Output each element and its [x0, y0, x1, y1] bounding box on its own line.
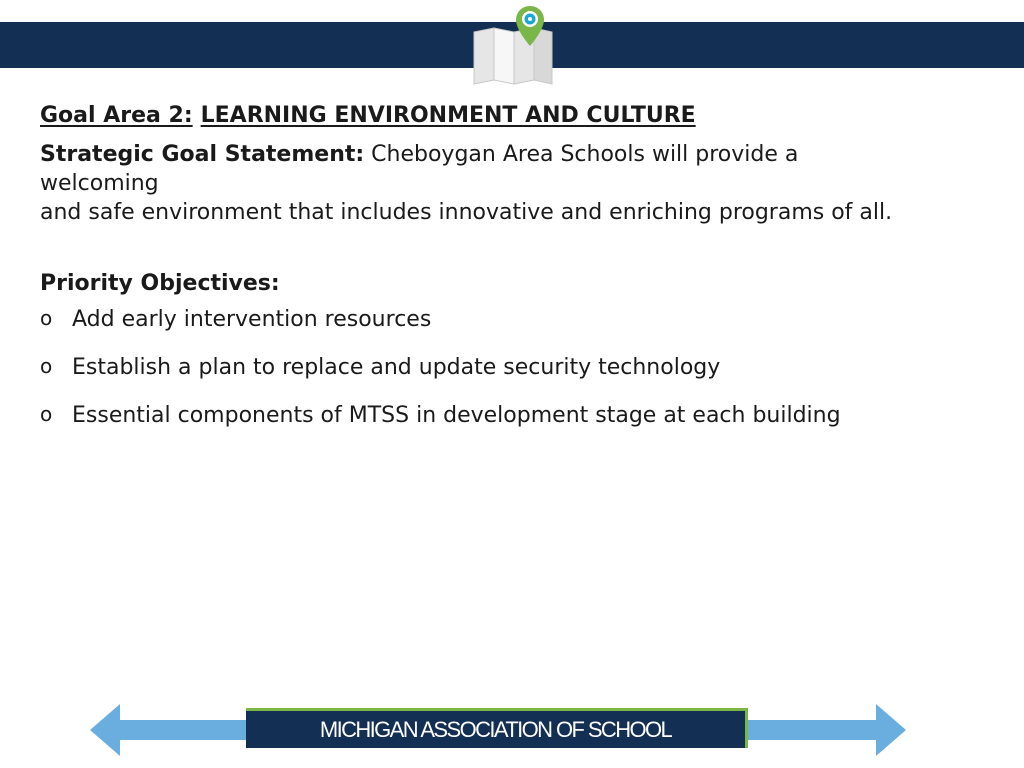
list-item: [40, 401, 990, 431]
map-pin-icon: [466, 0, 558, 86]
bullet-icon: o: [40, 354, 53, 378]
footer-banner: [246, 708, 748, 748]
objective-text: Essential components of MTSS in development stage at each building: [72, 403, 841, 428]
goal-area-title: LEARNING ENVIRONMENT AND CULTURE: [200, 103, 696, 128]
list-item: [40, 305, 990, 335]
bullet-icon: o: [40, 306, 53, 330]
objective-text: Add early intervention resources: [72, 307, 432, 332]
slide-content: [40, 100, 990, 449]
goal-statement-line-3: and safe environment that includes innovative and enriching programs of all.: [40, 200, 893, 225]
goal-statement-line-1: Cheboygan Area Schools will provide a: [364, 142, 799, 167]
bullet-icon: o: [40, 402, 53, 426]
priority-objectives-list: [40, 305, 990, 431]
footer-text: MICHIGAN ASSOCIATION OF SCHOOL: [319, 716, 672, 742]
goal-statement-label: Strategic Goal Statement:: [40, 142, 365, 167]
goal-statement-line-2: welcoming: [40, 171, 159, 196]
goal-area-label: Goal Area 2:: [40, 103, 193, 128]
priority-objectives-heading: Priority Objectives:: [40, 271, 280, 296]
objective-text: Establish a plan to replace and update security technology: [72, 355, 721, 380]
list-item: [40, 353, 990, 383]
goal-statement: [40, 140, 990, 227]
goal-heading: [40, 100, 990, 132]
